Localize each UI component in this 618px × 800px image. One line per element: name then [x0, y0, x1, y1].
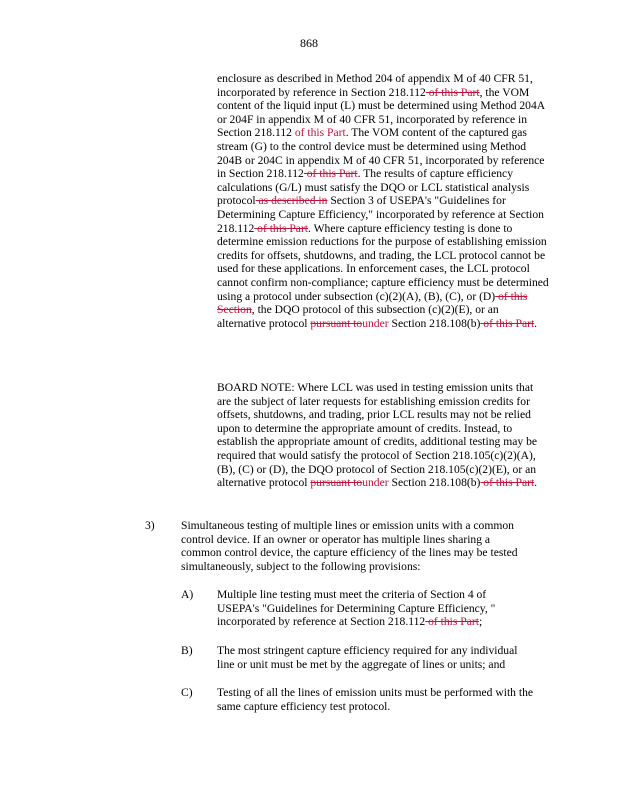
item-b-letter: B) — [181, 644, 193, 657]
text-run: Section 3 of USEPA's "Guidelines for Determining Capture Efficiency," incorporated by reference at Section 218.112 — [217, 194, 544, 235]
item-a-text — [217, 588, 517, 629]
deleted-text: pursuant to — [310, 316, 363, 330]
deleted-text: of this Part — [303, 167, 358, 181]
item-a-letter: A) — [181, 588, 194, 601]
text-run: . The results of capture efficiency calculations (G/L) must satisfy the DQO or LCL statistical analysis protocol — [217, 167, 530, 208]
paragraph-capture-efficiency — [217, 72, 549, 330]
text-run: . — [534, 316, 538, 330]
text-run: BOARD NOTE: Where LCL was used in testing emission units that are the subject of later requests for establishing emission credits for offsets, shutdowns, and trading, prior LCL results may not be relied upon to determine the appropriate amount of credits. Instead, to establish the appropriate amount of credits, additional testing may be required that would satisfy the protocol of Section 218.105(c)(2)(A), (B), (C) or (D), the DQO protocol of Section 218.105(c)(2)(E), or an alternative protocol — [217, 381, 538, 490]
text-run: , the DQO protocol of this subsection (c)(2)(E), or an alternative protocol — [217, 303, 499, 330]
text-run: enclosure as described in Method 204 of appendix M of 40 CFR 51, incorporated by reference in Section 218.112 — [217, 72, 533, 99]
item-b-text: The most stringent capture efficiency required for any individual line or unit must be met by the aggregate of lines or units; and — [217, 644, 518, 671]
deleted-text: of this Part — [254, 221, 309, 235]
text-run: . Where capture efficiency testing is done to determine emission reductions for the purpose of establishing emission credits for offsets, shutdowns, and trading, the LCL protocol cannot be used for these applications. In enforcement cases, the LCL protocol cannot confirm non-compliance; capture efficiency must be determined using a protocol under subsection (c)(2)(A), (B), (C), or (D) — [217, 221, 549, 303]
text-run: , the VOM content of the liquid input (L) must be determined using Method 204A or 204F in appendix M of 40 CFR 51, incorporated by reference in Section 218.112 — [217, 85, 545, 140]
inserted-text: under — [362, 476, 389, 490]
deleted-text: of this Section — [217, 289, 528, 317]
inserted-text: under — [362, 316, 389, 330]
item-c-letter: C) — [181, 686, 193, 699]
inserted-text: of this Part — [291, 126, 346, 140]
deleted-text: pursuant to — [310, 476, 363, 490]
text-run: . — [534, 476, 538, 490]
text-run: Section 218.108(b) — [388, 476, 481, 490]
board-note — [217, 381, 549, 490]
item-c-text: Testing of all the lines of emission units must be performed with the same capture efficiency test protocol. — [217, 686, 534, 713]
text-run: ; — [478, 615, 483, 629]
deleted-text: of this Part — [480, 316, 535, 330]
deleted-text: of this Part — [480, 476, 535, 490]
deleted-text: of this Part — [425, 615, 479, 629]
item-3-number: 3) — [145, 519, 155, 532]
page-number: 868 — [300, 36, 318, 50]
item-3-text: Simultaneous testing of multiple lines or emission units with a common control device. If an owner or operator has multiple lines sharing a common control device, the capture efficiency of the lines may be tested simultaneously, subject to the following provisions: — [181, 519, 518, 573]
text-run: . The VOM content of the captured gas stream (G) to the control device must be determined using Method 204B or 204C in appendix M of 40 CFR 51, incorporated by reference in Section 218.112 — [217, 126, 545, 181]
deleted-text: as described in — [255, 194, 328, 208]
deleted-text: of this Part — [425, 85, 480, 99]
text-run: Section 218.108(b) — [388, 316, 481, 330]
text-run: Multiple line testing must meet the criteria of Section 4 of USEPA's "Guidelines for Determining Capture Efficiency, " incorporated by reference at Section 218.112 — [217, 588, 496, 629]
